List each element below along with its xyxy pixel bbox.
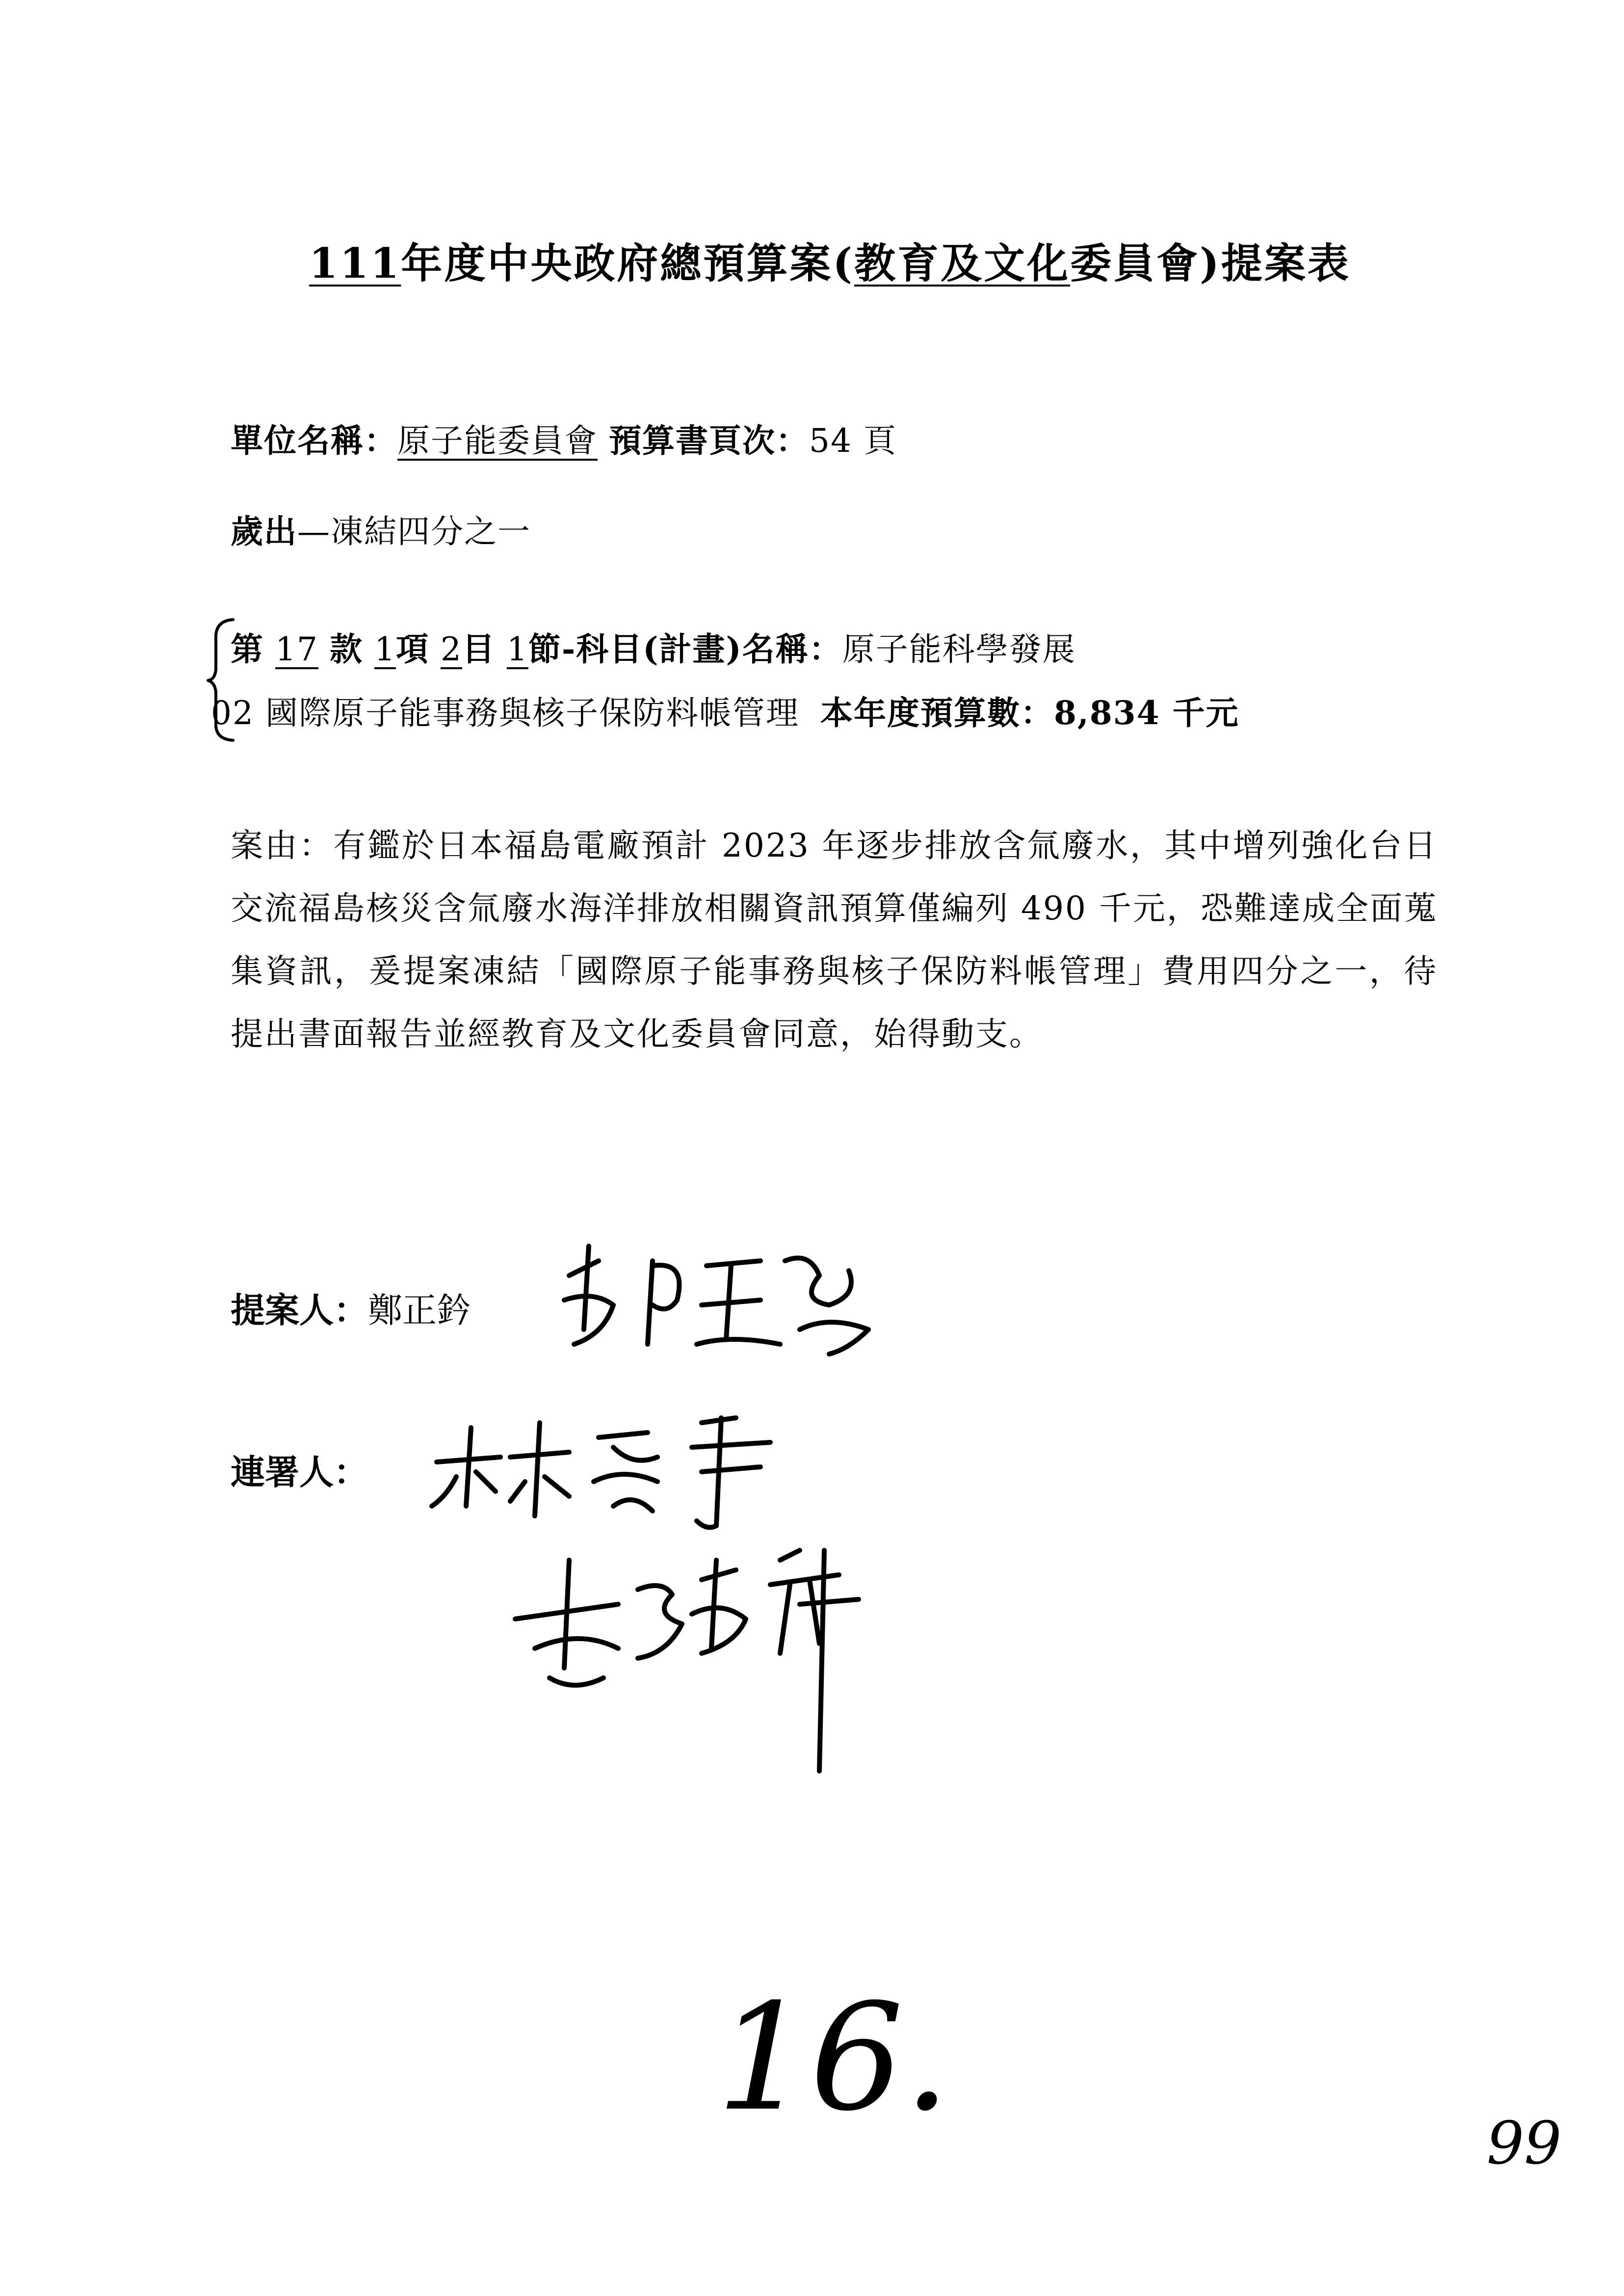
- proposal-number: 16.: [716, 1972, 951, 2143]
- title-year: 111: [309, 239, 401, 287]
- cosigner-signature-1: [427, 1408, 800, 1536]
- page-number: 99: [1487, 2110, 1562, 2178]
- cosigner-signature-2: [505, 1531, 917, 1805]
- proposer-name: 鄭正鈐: [368, 1290, 471, 1331]
- program-name: 原子能科學發展: [842, 630, 1076, 668]
- unit-line: [231, 415, 897, 461]
- title-part2: 委員會)提案表: [1070, 239, 1351, 287]
- page-title: [309, 231, 1351, 290]
- title-part1: 年度中央政府總預算案(: [401, 239, 855, 287]
- unit-label: 單位名稱：: [231, 421, 397, 460]
- program-line-2: [211, 687, 1239, 733]
- cosigner-label: 連署人：: [231, 1452, 368, 1492]
- page-value: 54 頁: [809, 422, 897, 460]
- expenditure-value: —凍結四分之一: [297, 513, 531, 550]
- title-committee: 教育及文化: [854, 239, 1071, 287]
- xiang-number: 1: [374, 630, 396, 668]
- mu-unit: 目: [462, 630, 496, 668]
- proposer-label: 提案人：: [231, 1290, 368, 1331]
- proposer-line: [231, 1283, 471, 1332]
- expenditure-label: 歲出: [231, 512, 297, 550]
- xiang-unit: 項: [395, 630, 429, 668]
- page-label: 預算書頁次：: [608, 421, 809, 460]
- budget-label: 本年度預算數：: [820, 694, 1054, 732]
- kuan-prefix: 第: [231, 630, 264, 668]
- program-line-1: [231, 623, 1076, 670]
- cosigner-line: [231, 1445, 368, 1494]
- reason-text: 案由：有鑑於日本福島電廠預計 2023 年逐步排放含氚廢水，其中增列強化台日交流福島核災含氚廢水海洋排放相關資訊預算僅編列 490 千元，恐難達成全面蒐集資訊，爰提案凍結「國際原子能事務與核子保防料帳管理」費用四分之一，待提出書面報告並經教育及文化委員會同意，始得動支。: [231, 827, 1438, 1053]
- kuan-number: 17: [275, 630, 318, 668]
- jie-unit: 節-科目(計畫)名稱：: [528, 630, 842, 668]
- proposer-signature: [554, 1231, 888, 1364]
- mu-number: 2: [440, 630, 462, 668]
- kuan-unit: 款: [329, 630, 363, 668]
- budget-value: 8,834 千元: [1053, 694, 1239, 732]
- unit-value: 原子能委員會: [397, 422, 598, 460]
- expenditure-line: [231, 505, 531, 552]
- jie-number: 1: [506, 630, 528, 668]
- program-item: 02 國際原子能事務與核子保防料帳管理: [211, 694, 799, 732]
